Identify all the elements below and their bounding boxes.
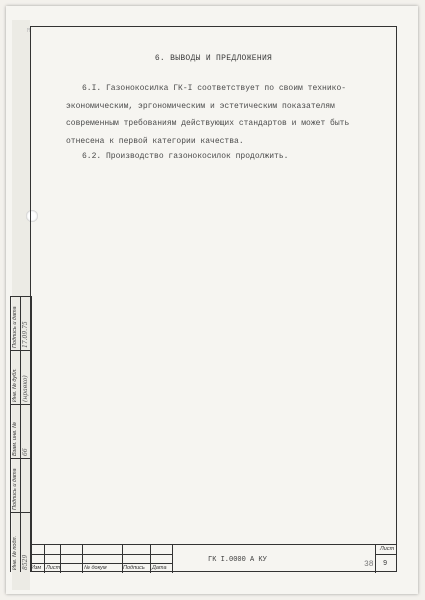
sheet-label: Лист [380,546,395,552]
title-block-divider [375,545,376,573]
side-stamp-label: Подпись и дата [12,306,18,348]
column-label-doc-number: № докум [84,565,107,571]
side-stamp-value: 8529 [22,554,29,570]
paragraph-6-1: 6.I. Газонокосилка ГК-I соответствует по своим технико- экономическим, эргономическим и эстетическим показателям современным требованиям действующих стандартов и может быть отнесена к первой категории качества. [66,84,350,146]
title-block-divider [375,554,397,555]
title-block-divider [150,545,151,573]
column-label-signature: Подпись [123,565,145,571]
side-stamp-divider [10,350,30,351]
page-number: 38 [364,560,374,569]
side-stamp-value: (нравко) [22,375,29,402]
side-stamp-value: 66 [22,448,29,456]
title-block-divider [44,545,45,573]
side-stamp-label: Подпись и дата [12,468,18,510]
corner-mark: ꟸ [26,28,32,38]
paragraph-6-2: 6.2. Производство газонокосилок продолжить. [82,152,289,161]
side-stamp-divider [10,458,30,459]
column-label-change: Изм [31,565,42,571]
side-stamp-label: Инв. № дубл. [12,368,18,402]
side-stamp-divider [10,296,30,297]
section-heading: 6. ВЫВОДЫ И ПРЕДЛОЖЕНИЯ [154,54,273,63]
sheet-number: 9 [383,560,388,568]
side-stamp-divider [10,404,30,405]
title-block [30,544,397,572]
column-label-sheet: Лист [46,565,61,571]
side-stamp-label: Взам. инв. № [12,421,18,456]
side-stamp-label: Инв. № подл. [12,535,18,570]
title-block-divider [82,545,83,573]
side-stamp-value: 17.09.75 [22,321,29,348]
document-code: ГК I.0000 А КУ [208,556,267,564]
column-label-date: Дата [152,565,167,571]
side-stamp-divider [10,512,30,513]
title-block-divider [172,545,173,573]
